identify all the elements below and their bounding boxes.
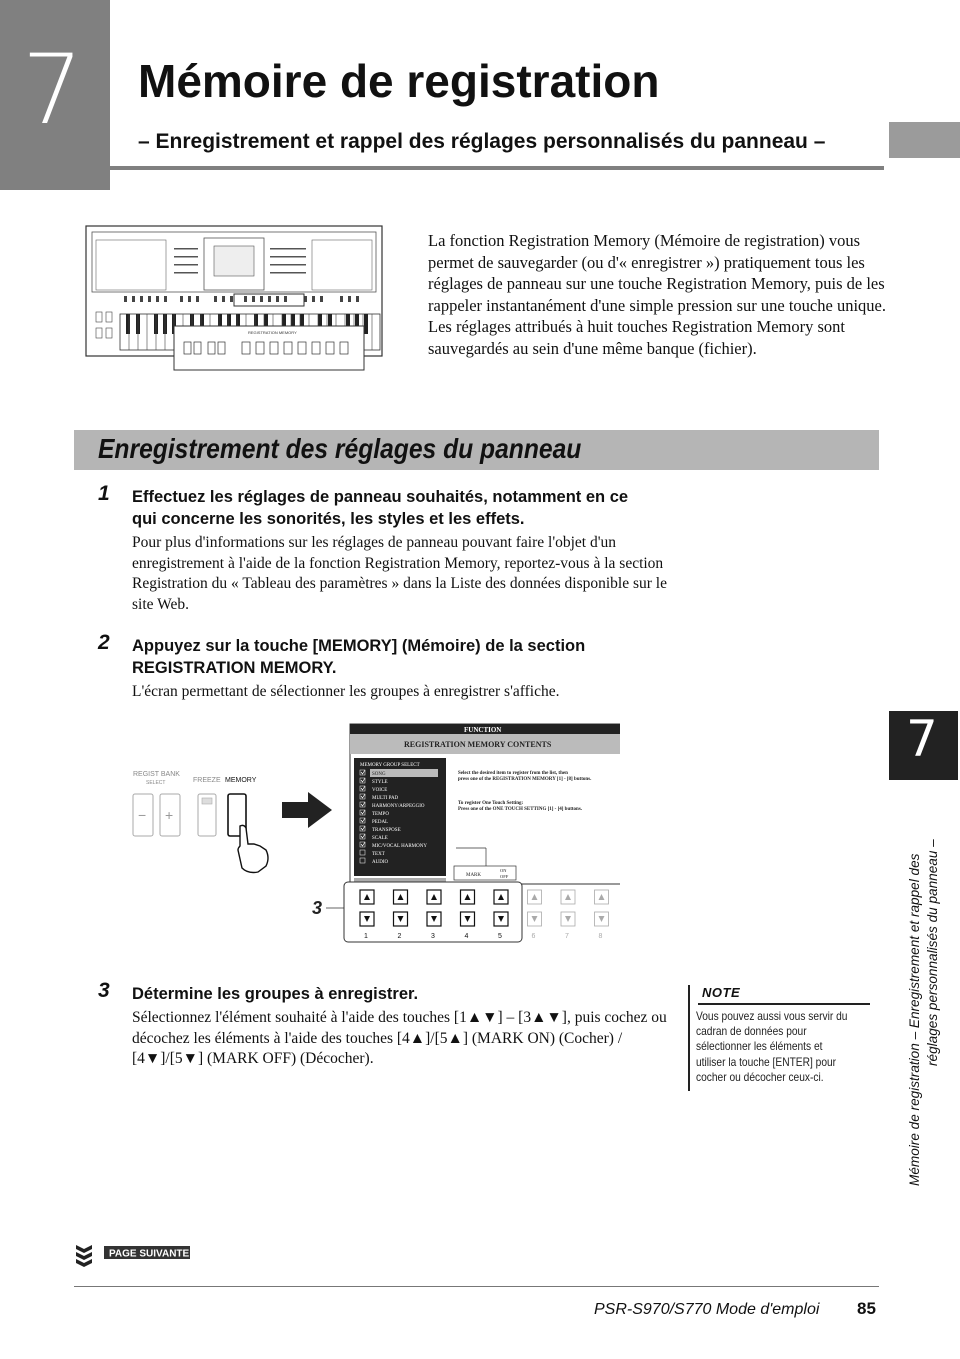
side-title-line-2: réglages personnalisés du panneau – [925, 839, 940, 1066]
group-item: TEMPO [372, 812, 389, 817]
arrow-right-icon [282, 792, 332, 828]
side-title-line-1: Mémoire de registration – Enregistrement et rappel des [907, 853, 922, 1186]
screen-button-number: 4 [464, 933, 469, 940]
screen-button-number: 7 [565, 933, 569, 940]
freeze-label: FREEZE [193, 777, 221, 784]
mark-label: MARK [466, 873, 482, 878]
regist-bank-minus-button [133, 794, 153, 836]
group-item: VOICE [372, 788, 388, 793]
screen-button-number: 1 [364, 933, 368, 940]
footer-rule [74, 1286, 879, 1287]
page-title: Mémoire de registration [138, 55, 660, 107]
step-1-number: 1 [98, 482, 110, 505]
group-item: SONG [372, 772, 386, 777]
group-item: STYLE [372, 780, 388, 785]
screen-instruction-1b: press one of the REGISTRATION MEMORY [1] - [8] buttons. [458, 777, 592, 782]
section-title: Enregistrement des réglages du panneau [98, 433, 582, 464]
screen-title: REGISTRATION MEMORY CONTENTS [404, 740, 552, 749]
mark-off-label: OFF [500, 874, 509, 879]
screen-button-number: 3 [431, 933, 435, 940]
screen-instruction-2a: To register One Touch Setting: [458, 801, 524, 806]
group-item: AUDIO [372, 860, 389, 865]
screen-button-number: 5 [498, 933, 502, 940]
group-item: HARMONY/ARPEGGIO [372, 804, 425, 809]
step-2-heading: Appuyez sur la touche [MEMORY] (Mémoire) de la section REGISTRATION MEMORY. [132, 637, 586, 677]
group-item: TEXT [372, 852, 385, 857]
screen-button-number: 6 [531, 933, 536, 940]
step-2-body: L'écran permettant de sélectionner les groupes à enregistrer s'affiche. [132, 683, 560, 700]
regist-bank-plus-button [160, 794, 180, 836]
note-bar [688, 985, 690, 1091]
note-rule [698, 1003, 870, 1005]
header-rule [110, 166, 884, 170]
step-3-body: Sélectionnez l'élément souhaité à l'aide des touches [1▲▼] – [3▲▼], puis cochez ou décochez les éléments à l'aide des touches [4▲]/[5▲] (MARK ON) (Cocher) / [4▼]/[5▼] (MARK OFF) (Décocher). [132, 1009, 667, 1068]
callout-3: 3 [312, 898, 323, 918]
group-item: TRANSPOSE [372, 828, 401, 833]
screen-instruction-1a: Select the desired item to register from the list, then [458, 771, 568, 776]
intro-paragraph: La fonction Registration Memory (Mémoire de registration) vous permet de sauvegarder (ou d'« enregistrer ») pratiquement tous les réglages de panneau sur une touche Registration Memory, puis de les rappeler instantanément d'une simple pression sur une touche unique. Les réglages attribués à huit touches Registration Memory sont sauvegardés au sein d'une même banque (fichier). [428, 231, 886, 358]
step-1-body: Pour plus d'informations sur les réglages de panneau pouvant faire l'objet d'un enregistrement à l'aide de la fonction Registration Memory, reportez-vous à la section Registration du « Tableau des paramètres » dans la Liste des données disponible sur le site Web. [132, 534, 667, 613]
keyboard-regmem-label: REGISTRATION MEMORY [248, 330, 297, 335]
next-page-chevrons-icon [76, 1245, 92, 1267]
group-item: MULTI PAD [372, 796, 399, 801]
group-select-header: MEMORY GROUP SELECT [360, 763, 420, 768]
side-running-title [905, 798, 945, 1188]
header-tab-marker [889, 122, 960, 158]
regist-bank-label: REGIST BANK [133, 771, 180, 778]
footer-model: PSR-S970/S770 Mode d'emploi [594, 1301, 820, 1318]
registration-memory-screen-illustration [130, 722, 620, 954]
keyboard-illustration [84, 224, 394, 374]
step-3-heading: Détermine les groupes à enregistrer. [132, 985, 419, 1003]
side-chapter-number: 7 [906, 710, 938, 768]
note-label: NOTE [702, 985, 741, 1000]
step-3-number: 3 [98, 979, 110, 1002]
mark-on-label: ON [500, 868, 507, 873]
screen-button-number: 2 [397, 933, 402, 940]
page-number: 85 [857, 1299, 876, 1318]
step-1-heading: Effectuez les réglages de panneau souhaités, notamment en ce qui concerne les sonorités, les styles et les effets. [132, 488, 629, 528]
screen-button-number: 8 [598, 933, 603, 940]
screen-header: FUNCTION [464, 726, 502, 734]
group-item: SCALE [372, 836, 388, 841]
group-item: PEDAL [372, 820, 389, 825]
next-page-label: PAGE SUIVANTE [109, 1248, 190, 1260]
step-2-number: 2 [98, 631, 110, 654]
svg-text:−: − [138, 807, 147, 823]
group-item: MIC/VOCAL HARMONY [372, 844, 427, 849]
page-subtitle: – Enregistrement et rappel des réglages personnalisés du panneau – [138, 130, 826, 153]
pressing-hand-icon [238, 825, 268, 872]
svg-text:+: + [165, 807, 174, 823]
screen-instruction-2b: Press one of the ONE TOUCH SETTING [1] - [4] buttons. [458, 807, 583, 812]
note-text: Vous pouvez aussi vous servir du cadran de données pour sélectionner les éléments et utiliser la touche [ENTER] pour cocher ou décocher ceux-ci. [696, 1010, 848, 1084]
chapter-number: 7 [22, 34, 84, 146]
next-page-link[interactable] [76, 1243, 196, 1274]
select-label: SELECT [146, 780, 166, 786]
memory-label: MEMORY [225, 777, 257, 784]
